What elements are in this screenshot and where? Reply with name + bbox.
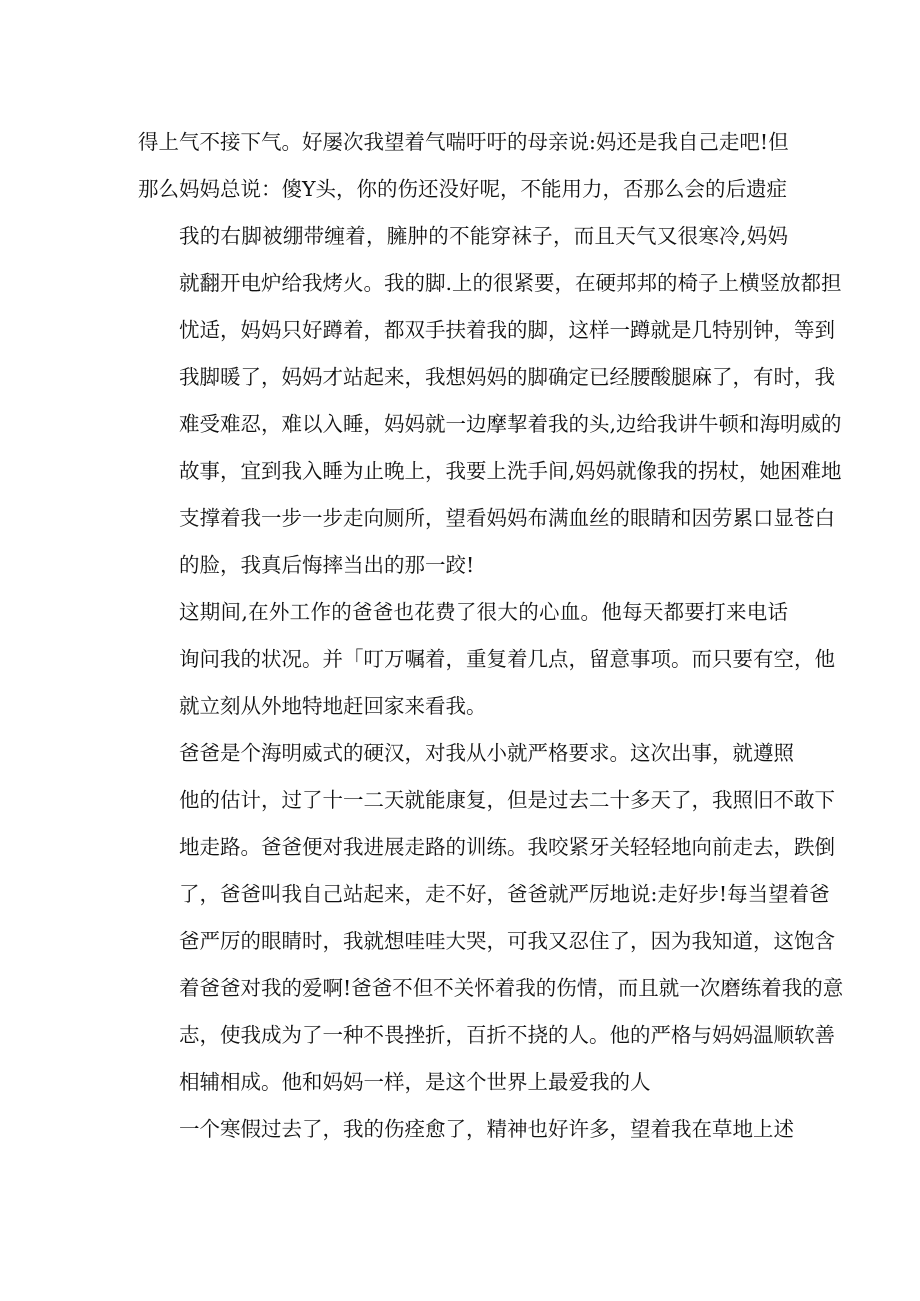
text-line: 故事，宜到我入睡为止晚上，我要上洗手间,妈妈就像我的拐杖，她困难地 [179, 459, 842, 483]
text-line: 地走路。爸爸便对我进展走路的训练。我咬紧牙关轻轻地向前走去，跌倒 [179, 835, 835, 859]
text-line: 这期间,在外工作的爸爸也花费了很大的心血。他每天都要打来电话 [179, 600, 788, 624]
text-line: 得上气不接下气。好屡次我望着气喘吁吁的母亲说:妈还是我自己走吧!但 [138, 130, 789, 154]
text-line: 就立刻从外地特地赶回家来看我。 [179, 694, 487, 718]
paragraph-1 [138, 119, 788, 213]
text-line: 的脸，我真后悔摔当出的那一跤! [179, 553, 475, 577]
text-line: 着爸爸对我的爱啊!爸爸不但不关怀着我的伤情，而且就一次磨练着我的意 [179, 976, 844, 1000]
text-line: 就翻开电炉给我烤火。我的脚.上的很紧要，在硬邦邦的椅子上横竖放都担 [179, 271, 842, 295]
text-line: 难受难忍，难以入睡，妈妈就一边摩挈着我的头,边给我讲牛顿和海明威的 [179, 412, 842, 436]
text-line: 支撑着我一步一步走向厕所，望看妈妈布满血丝的眼睛和因劳累口显苍白 [179, 506, 835, 530]
paragraph-5 [138, 1106, 794, 1153]
paragraph-2 [138, 213, 842, 589]
text-line: 一个寒假过去了，我的伤痊愈了，精神也好许多，望着我在草地上述 [179, 1117, 794, 1141]
text-line: 爸爸是个海明威式的硬汉，对我从小就严格要求。这次出事，就遵照 [179, 741, 794, 765]
text-line: 他的估计，过了十一二天就能康复，但是过去二十多天了，我照旧不敢下 [179, 788, 835, 812]
text-line: 忧适，妈妈只好蹲着，都双手扶着我的脚，这样一蹲就是几特别钟，等到 [179, 318, 835, 342]
text-line: 爸严厉的眼睛时，我就想哇哇大哭，可我又忍住了，因为我知道，这饱含 [179, 929, 835, 953]
paragraph-3 [138, 589, 835, 730]
paragraph-4 [138, 730, 844, 1106]
text-line: 那么妈妈总说：傻Y头，你的伤还没好呢，不能用力，否那么会的后遗症 [138, 177, 788, 201]
text-line: 相辅相成。他和妈妈一样，是这个世界上最爱我的人 [179, 1070, 651, 1094]
text-line: 了，爸爸叫我自己站起来，走不好，爸爸就严厉地说:走好步!每当望着爸 [179, 882, 830, 906]
text-line: 志，使我成为了一种不畏挫折，百折不挠的人。他的严格与妈妈温顺软善 [179, 1023, 835, 1047]
text-line: 我的右脚被绷带缠着，臃肿的不能穿袜子，而且天气又很寒冷,妈妈 [179, 224, 788, 248]
text-line: 我脚暖了，妈妈才站起来，我想妈妈的脚确定已经腰酸腿麻了，有时，我 [179, 365, 835, 389]
text-line: 询问我的状况。并「叮万嘱着，重复着几点，留意事项。而只要有空，他 [179, 647, 835, 671]
article-body [138, 119, 844, 1153]
